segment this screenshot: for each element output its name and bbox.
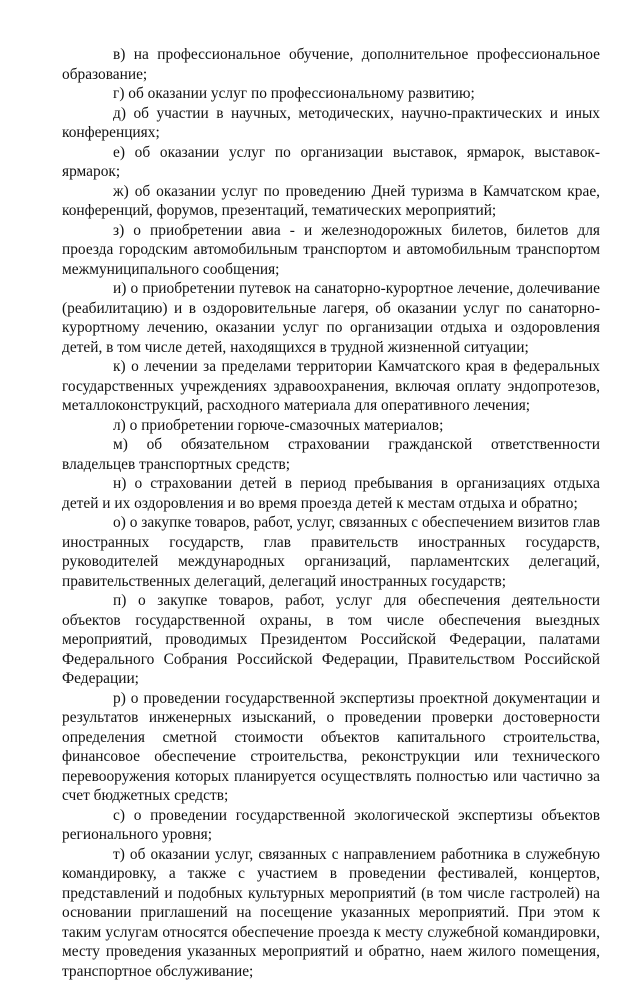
paragraph-z: з) о приобретении авиа - и железнодорожных билетов, билетов для проезда городским автомобильным транспортом и автомобильным транспортом межмуниципального сообщения; xyxy=(62,221,600,280)
paragraph-o: о) о закупке товаров, работ, услуг, связанных с обеспечением визитов глав иностранных государств, глав правительств иностранных государств, руководителей международных организаций, парламентских делегаций, правительственных делегаций, делегаций иностранных государств; xyxy=(62,513,600,591)
paragraph-s: с) о проведении государственной экологической экспертизы объектов регионального уровня; xyxy=(62,806,600,845)
paragraph-v: в) на профессиональное обучение, дополнительное профессиональное образование; xyxy=(62,45,600,84)
paragraph-l: л) о приобретении горюче-смазочных материалов; xyxy=(62,416,600,436)
paragraph-e: е) об оказании услуг по организации выставок, ярмарок, выставок-ярмарок; xyxy=(62,143,600,182)
paragraph-i: и) о приобретении путевок на санаторно-курортное лечение, долечивание (реабилитацию) и в оздоровительные лагеря, об оказании услуг по санаторно-курортному лечению, оказании услуг по организации отдыха и оздоровления детей, в том числе детей, находящихся в трудной жизненной ситуации; xyxy=(62,279,600,357)
paragraph-zh: ж) об оказании услуг по проведению Дней туризма в Камчатском крае, конференций, форумов, презентаций, тематических мероприятий; xyxy=(62,182,600,221)
paragraph-p: п) о закупке товаров, работ, услуг для обеспечения деятельности объектов государственной охраны, в том числе обеспечения выездных мероприятий, проводимых Президентом Российской Федерации, палатами Федерального Собрания Российской Федерации, Правительством Российской Федерации; xyxy=(62,591,600,689)
paragraph-m: м) об обязательном страховании гражданской ответственности владельцев транспортных средств; xyxy=(62,435,600,474)
paragraph-d: д) об участии в научных, методических, научно-практических и иных конференциях; xyxy=(62,104,600,143)
paragraph-t: т) об оказании услуг, связанных с направлением работника в служебную командировку, а также с участием в проведении фестивалей, концертов, представлений и подобных культурных мероприятий (в том числе гастролей) на основании приглашений на посещение указанных мероприятий. При этом к таким услугам относятся обеспечение проезда к месту служебной командировки, месту проведения указанных мероприятий и обратно, наем жилого помещения, транспортное обслуживание; xyxy=(62,845,600,981)
paragraph-k: к) о лечении за пределами территории Камчатского края в федеральных государственных учреждениях здравоохранения, включая оплату эндопротезов, металлоконструкций, расходного материала для оперативного лечения; xyxy=(62,357,600,416)
paragraph-r: р) о проведении государственной экспертизы проектной документации и результатов инженерных изысканий, о проведении проверки достоверности определения сметной стоимости объектов капитального строительства, финансовое обеспечение строительства, реконструкции или технического перевооружения которых планируется осуществлять полностью или частично за счет бюджетных средств; xyxy=(62,689,600,806)
paragraph-g: г) об оказании услуг по профессиональному развитию; xyxy=(62,84,600,104)
paragraph-n: н) о страховании детей в период пребывания в организациях отдыха детей и их оздоровления и во время проезда детей к местам отдыха и обратно; xyxy=(62,474,600,513)
